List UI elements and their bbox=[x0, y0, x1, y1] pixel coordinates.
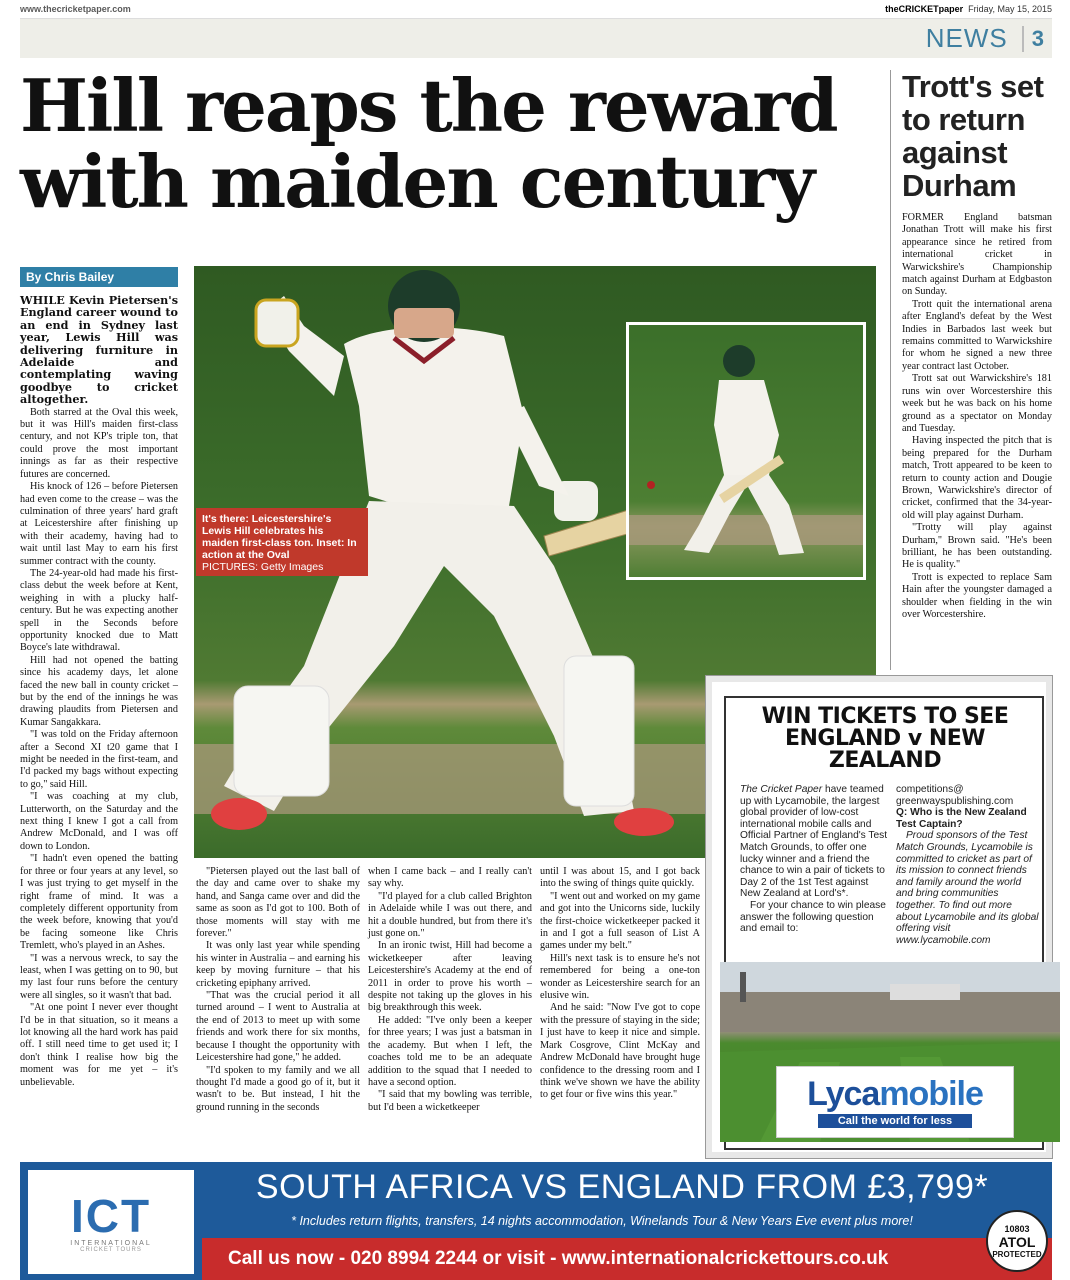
article-column-2 bbox=[196, 866, 360, 1114]
site-url[interactable]: www.thecricketpaper.com bbox=[20, 4, 131, 14]
page-number: 3 bbox=[1022, 26, 1044, 52]
competition-title: WIN TICKETS TO SEE ENGLAND v NEW ZEALAND bbox=[761, 704, 1009, 773]
paragraph: "At one point I never ever thought I'd be in that situation, so it means a lot knowing all the hard work has paid off. I still need time to get used it; I don't think I realise how big the moment was for me yet – it's unbelievable. bbox=[20, 1002, 178, 1088]
ict-subtitle-2: CRICKET TOURS bbox=[80, 1246, 142, 1253]
atol-badge bbox=[986, 1210, 1048, 1272]
paragraph: FORMER England batsman Jonathan Trott will make his first appearance since he retired from international cricket in Warwickshire's Championship match against Durham at Edgbaston on Sunday. bbox=[902, 212, 1052, 298]
masthead bbox=[885, 4, 1052, 14]
paragraph: "I'd spoken to my family and we all thought I'd made a good go of it, but it wasn't to be. But instead, I hit the ground running in the seconds bbox=[196, 1064, 360, 1113]
competition-contact bbox=[896, 784, 1040, 946]
atol-label: ATOL bbox=[998, 1233, 1036, 1250]
paragraph: "I was a nervous wreck, to say the least, when I was getting on to 90, but my last four runs before the century were all singles, so it wasn't that bad. bbox=[20, 952, 178, 1001]
lycamobile-wordmark-part2: mobile bbox=[879, 1075, 983, 1113]
section-bar bbox=[20, 18, 1052, 58]
side-article-body bbox=[902, 212, 1052, 621]
masthead-brand: theCRICKETpaper bbox=[885, 4, 964, 14]
lycamobile-wordmark-part1: Lyca bbox=[807, 1075, 880, 1113]
paragraph: And he said: "Now I've got to cope with the pressure of staying in the side; I just have to keep it nice and simple. Mark Cosgrove, Clint McKay and Andrew McDonald have brought huge confidence to the dressing room and I think we've shown we have the ability to get four or five wins this year." bbox=[540, 1002, 700, 1101]
tour-headline: SOUTH AFRICA VS ENGLAND FROM £3,799* bbox=[255, 1168, 989, 1206]
email-line-2[interactable]: greenwayspublishing.com bbox=[896, 795, 1014, 807]
lycamobile-logo[interactable] bbox=[776, 1066, 1014, 1138]
inset-photo bbox=[626, 322, 866, 580]
top-bar bbox=[20, 2, 1052, 16]
competition-intro: have teamed up with Lycamobile, the largest global provider of low-cost international mobile calls and Official Partner of England's Test Match Grounds, to offer one lucky winner and a friend the chance to win a pair of tickets to Day 2 of the 1st Test against New Zealand at Lord's*. bbox=[740, 784, 888, 900]
photo-caption bbox=[196, 508, 368, 576]
paragraph: Trott quit the international arena after England's defeat by the West Indies in Barbados last week but remains committed to Warwickshire for whom he signed a new three year contract last October. bbox=[902, 298, 1052, 372]
paragraph: "I was told on the Friday afternoon after a Second XI t20 game that I might be needed in the first-team, and I'd packed my bags without expecting to go," said Hill. bbox=[20, 729, 178, 790]
article-intro: WHILE Kevin Pietersen's England career wound to an end in Sydney last year, Lewis Hill was delivering furniture in Adelaide and contemplating waving goodbye to cricket altogether. bbox=[20, 293, 178, 407]
paragraph: "Trotty will play against Durham," Brown said. "He's been brilliant, he has been outstanding. He is quality." bbox=[902, 522, 1052, 571]
paragraph: "I'd played for a club called Brighton in Adelaide while I was out there, and hit a double hundred, but from there it's just gone on." bbox=[368, 890, 532, 940]
ict-logo bbox=[28, 1170, 194, 1274]
article-column-4 bbox=[540, 866, 700, 1102]
paragraph: "I said that my bowling was terrible, but I'd been a wicketkeeper bbox=[368, 1089, 532, 1113]
ict-subtitle: INTERNATIONAL bbox=[70, 1239, 152, 1247]
column-divider bbox=[890, 70, 891, 670]
lycamobile-tagline: Call the world for less bbox=[818, 1114, 972, 1128]
paragraph: Trott sat out Warwickshire's 181 runs win over Worcestershire this week but he was back on his home ground as a spectator on Monday and Tuesday. bbox=[902, 373, 1052, 434]
inset-player-illustration bbox=[629, 325, 863, 577]
competition-question: Q: Who is the New Zealand Test Captain? bbox=[896, 807, 1027, 830]
article-column-3 bbox=[368, 866, 532, 1114]
caption-text: It's there: Leicestershire's Lewis Hill celebrates his maiden first-class ton. Inset: In action at the Oval bbox=[202, 513, 357, 561]
paragraph: until I was about 15, and I got back into the swing of things quite quickly. bbox=[540, 866, 700, 890]
paragraph: "I was coaching at my club, Lutterworth, on the Saturday and the next thing I knew I got a call from Andrew McDonald, and I was off down to London. bbox=[20, 791, 178, 852]
paragraph: He added: "I've only been a keeper for three years; I was just a batsman in the academy. But when I left, the coaches told me to be an adequate addition to the squad that I needed to have a second option. bbox=[368, 1014, 532, 1088]
paragraph: "Pietersen played out the last ball of the day and came over to shake my hand, and Sanga came over and did the same as soon as I'd got to 100. Both of those moments will stay with me forever." bbox=[196, 866, 360, 940]
paragraph: when I came back – and I really can't say why. bbox=[368, 866, 532, 890]
paragraph: Both starred at the Oval this week, but it was Hill's maiden first-class century, and not KP's triple ton, that could prove the most important innings as far as their respective futures are concerned. bbox=[20, 406, 178, 480]
section-label: NEWS bbox=[925, 23, 1008, 53]
byline: By Chris Bailey bbox=[20, 267, 178, 287]
paragraph: "I hadn't even opened the batting for three or four years at any level, so I was just trying to get myself in the right frame of mind. It was a completely different opportunity from the week before, knowing that you'd be facing someone like Chris Tremlett, who's played in an Ashes. bbox=[20, 853, 178, 952]
main-headline: Hill reaps the reward with maiden century bbox=[20, 63, 837, 224]
article-column-1 bbox=[20, 294, 178, 1089]
paragraph: Having inspected the pitch that is being prepared for the Durham match, Trott appeared to be keen to return to county action and Dougie Brown, Warwickshire's director of cricket, confirmed that the 34-year-old will play against Durham. bbox=[902, 435, 1052, 521]
tour-fine-print: * Includes return flights, transfers, 14 nights accommodation, Winelands Tour & New Years Eve event plus more! bbox=[291, 1214, 913, 1228]
atol-number: 10803 bbox=[1004, 1223, 1030, 1234]
sponsor-text: Proud sponsors of the Test Match Grounds, Lycamobile is committed to cricket as part of its mission to connect friends and family around the world and bring communities together. To find out more about Lycamobile and its global offering visit www.lycamobile.com bbox=[896, 830, 1039, 946]
issue-date: Friday, May 15, 2015 bbox=[968, 4, 1052, 14]
side-headline: Trott's set to return against Durham bbox=[902, 69, 1044, 203]
paragraph: It was only last year while spending his winter in Australia – and earning his keep by moving furniture – that his cricketing epiphany arrived. bbox=[196, 940, 360, 989]
lycamobile-wordmark bbox=[807, 1076, 983, 1112]
paragraph: Trott is expected to replace Sam Hain after the youngster damaged a shoulder when fielding in the win over Worcestershire. bbox=[902, 571, 1052, 620]
paragraph: Hill's next task is to ensure he's not remembered for being a one-ton wonder as Leicestershire search for an elusive win. bbox=[540, 952, 700, 1002]
competition-ad[interactable] bbox=[706, 676, 1052, 1158]
paragraph: In an ironic twist, Hill had become a wicketkeeper after leaving Leicestershire's Academy at the end of 2011 in order to prove his worth – despite not taking up the gloves in his big breakthrough this week. bbox=[368, 940, 532, 1014]
paper-name: The Cricket Paper bbox=[740, 784, 823, 795]
paragraph: The 24-year-old had made his first-class debut the week before at Kent, weighing in with a plucky half-century. But he was expecting another spell in the Seconds before opportunity knocked due to Matt Boyce's late withdrawal. bbox=[20, 567, 178, 654]
caption-credit: PICTURES: Getty Images bbox=[202, 561, 324, 573]
atol-protected: PROTECTED bbox=[992, 1249, 1042, 1259]
paragraph: His knock of 126 – before Pietersen had even come to the crease – was the culmination of three years' hard graft at Leicestershire after finishing up with their academy, having had to wait until last May to earn his first summer contract with the county. bbox=[20, 481, 178, 567]
ict-wordmark: ICT bbox=[70, 1189, 152, 1242]
tour-advert[interactable] bbox=[20, 1162, 1052, 1280]
tour-call-to-action[interactable]: Call us now - 020 8994 2244 or visit - www.internationalcrickettours.co.uk bbox=[202, 1238, 1052, 1280]
competition-instructions: For your chance to win please answer the following question and email to: bbox=[740, 899, 886, 935]
paragraph: "I went out and worked on my game and got into the Unicorns side, luckily the first-choice wicketkeeper packed it in and I got a full season of List A games under my belt." bbox=[540, 890, 700, 952]
paragraph: Hill had not opened the batting since his academy days, let alone faced the new ball in county cricket – but by the end of the innings he was drawing plaudits from Pietersen and Kumar Sangakkara. bbox=[20, 654, 178, 728]
competition-details bbox=[740, 784, 888, 935]
email-line-1[interactable]: competitions@ bbox=[896, 784, 964, 795]
paragraph: "That was the crucial period it all turned around – I went to Australia at the end of 2013 to meet up with some friends and work there for six months, because I thought the opportunity with Leicestershire had gone," he added. bbox=[196, 990, 360, 1064]
